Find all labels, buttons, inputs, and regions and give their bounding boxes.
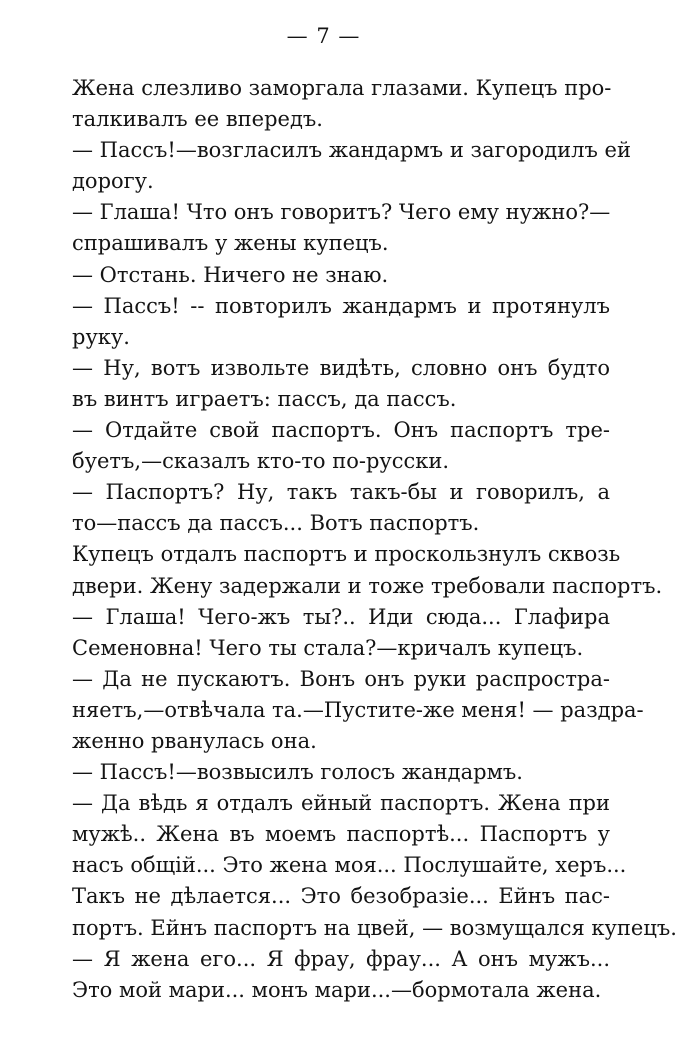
text-line: — Глаша! Что онъ говоритъ? Чего ему нужно?—: [72, 200, 611, 225]
text-line: Семеновна! Чего ты стала?—кричалъ купецъ.: [72, 635, 584, 660]
text-line: спрашивалъ у жены купецъ.: [72, 231, 389, 256]
text-line: Купецъ отдалъ паспортъ и проскользнулъ сквозь: [72, 542, 621, 567]
text-line: — Пассъ! -- повторилъ жандармъ и протянулъ: [72, 293, 610, 318]
text-line: портъ. Ейнъ паспортъ на цвей, — возмущался купецъ.: [72, 915, 677, 940]
text-line: Такъ не дѣлается... Это безобразіе... Ейнъ пас-: [72, 884, 610, 909]
text-line: — Ну, вотъ извольте видѣть, словно онъ будто: [72, 355, 610, 380]
text-line: — Паспортъ? Ну, такъ такъ-бы и говорилъ, а: [72, 480, 610, 505]
text-line: — Пассъ!—возгласилъ жандармъ и загородилъ ей: [72, 138, 631, 163]
page-number: — 7 —: [286, 24, 361, 48]
text-line: женно рванулась она.: [72, 728, 317, 753]
text-line: — Да не пускаютъ. Вонъ онъ руки распростра-: [72, 666, 610, 691]
text-line: въ винтъ играетъ: пассъ, да пассъ.: [72, 386, 457, 411]
text-line: — Пассъ!—возвысилъ голосъ жандармъ.: [72, 760, 523, 785]
text-line: руку.: [72, 324, 130, 349]
text-line: — Отстань. Ничего не знаю.: [72, 262, 389, 287]
text-line: — Отдайте свой паспортъ. Онъ паспортъ тре-: [72, 418, 610, 443]
text-line: насъ общій... Это жена моя... Послушайте, херъ...: [72, 853, 627, 878]
text-line: — Глаша! Чего-жъ ты?.. Иди сюда... Глафира: [72, 604, 610, 629]
text-line: няетъ,—отвѣчала та.—Пустите-же меня! — раздра-: [72, 697, 644, 722]
text-line: талкивалъ ее впередъ.: [72, 107, 323, 132]
text-line: Жена слезливо заморгала глазами. Купецъ про-: [72, 76, 612, 100]
text-line: буетъ,—сказалъ кто-то по-русски.: [72, 449, 450, 474]
text-line: мужѣ.. Жена въ моемъ паспортѣ... Паспортъ у: [72, 822, 610, 847]
text-line: — Да вѣдь я отдалъ ейный паспортъ. Жена при: [72, 791, 610, 816]
text-line: Это мой мари... монъ мари...—бормотала жена.: [72, 977, 602, 1002]
text-line: двери. Жену задержали и тоже требовали паспортъ.: [72, 573, 663, 598]
text-line: — Я жена его... Я фрау, фрау... А онъ мужъ...: [72, 946, 610, 971]
text-line: то—пассъ да пассъ... Вотъ паспортъ.: [72, 511, 480, 536]
page-text: [72, 73, 677, 1006]
text-line: дорогу.: [72, 169, 154, 194]
